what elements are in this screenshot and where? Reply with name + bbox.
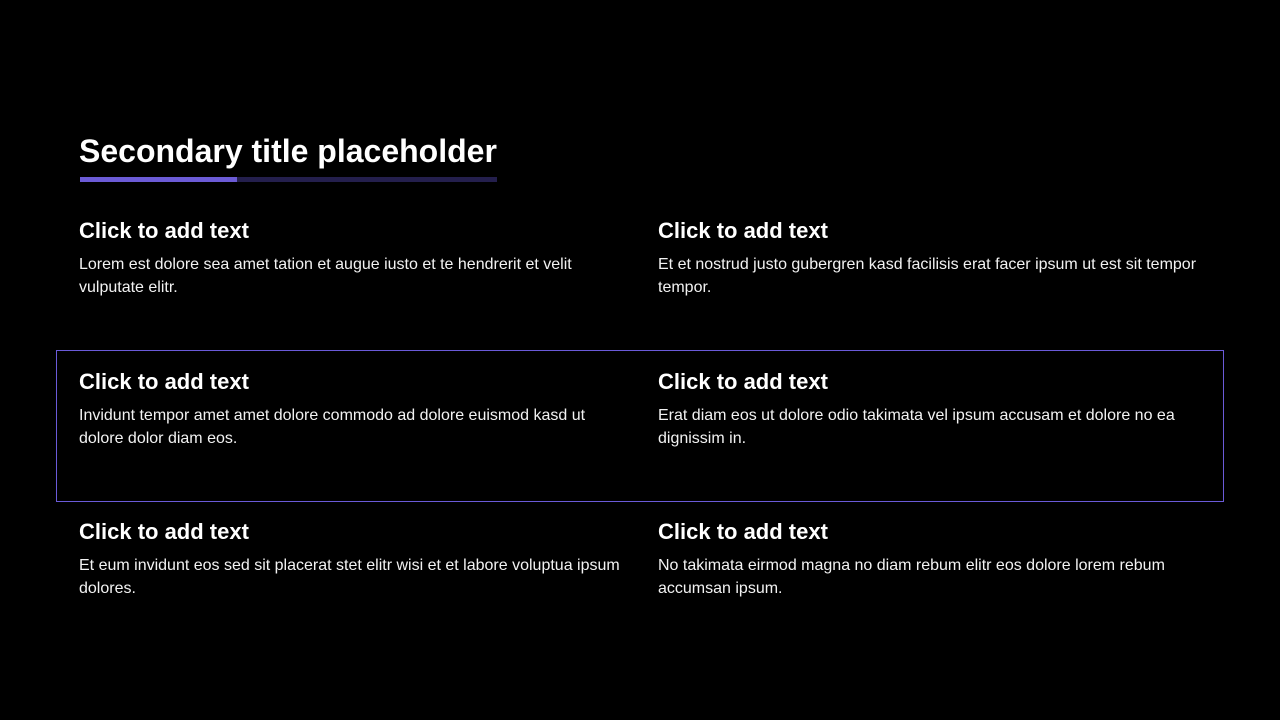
- title-underline-accent: [80, 177, 237, 182]
- text-block-body[interactable]: Erat diam eos ut dolore odio takimata vel ipsum accusam et dolore no ea dignissim in.: [658, 407, 1175, 447]
- text-block-body[interactable]: Et et nostrud justo gubergren kasd facilisis erat facer ipsum ut est sit tempor tempor.: [658, 256, 1197, 296]
- text-block-5[interactable]: [79, 519, 624, 600]
- title-underline: [80, 177, 497, 182]
- text-block-4[interactable]: [658, 369, 1203, 450]
- text-block-heading[interactable]: Click to add text: [79, 369, 249, 394]
- text-block-heading[interactable]: Click to add text: [658, 218, 828, 243]
- text-block-body[interactable]: Lorem est dolore sea amet tation et augue iusto et te hendrerit et velit vulputate elitr.: [79, 256, 572, 296]
- text-block-heading[interactable]: Click to add text: [79, 519, 249, 544]
- text-block-heading[interactable]: Click to add text: [79, 218, 249, 243]
- text-block-heading[interactable]: Click to add text: [658, 519, 828, 544]
- text-block-6[interactable]: [658, 519, 1203, 600]
- text-block-1[interactable]: [79, 218, 624, 299]
- slide-title[interactable]: Secondary title placeholder: [79, 133, 497, 169]
- text-block-3[interactable]: [79, 369, 624, 450]
- text-block-body[interactable]: Invidunt tempor amet amet dolore commodo ad dolore euismod kasd ut dolore dolor diam eos.: [79, 407, 586, 447]
- text-block-2[interactable]: [658, 218, 1203, 299]
- text-block-body[interactable]: Et eum invidunt eos sed sit placerat stet elitr wisi et et labore voluptua ipsum dolores.: [79, 557, 620, 597]
- text-block-heading[interactable]: Click to add text: [658, 369, 828, 394]
- text-block-body[interactable]: No takimata eirmod magna no diam rebum elitr eos dolore lorem rebum accumsan ipsum.: [658, 557, 1165, 597]
